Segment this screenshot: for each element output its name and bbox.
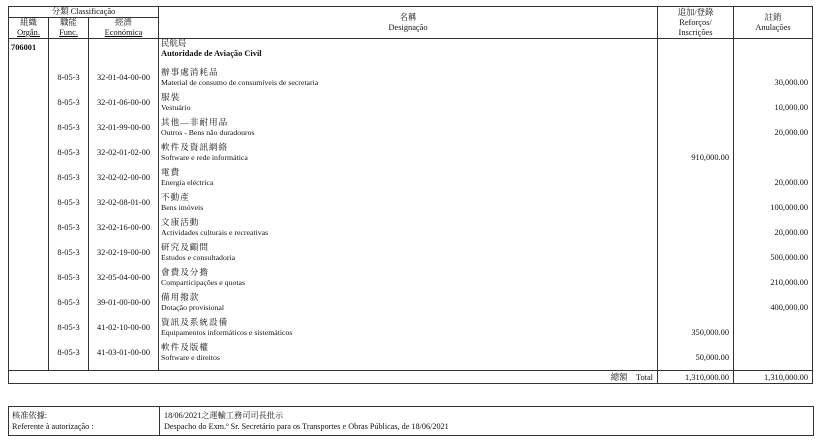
func-header — [49, 18, 89, 39]
total-reforcos: 1,310,000.00 — [658, 371, 734, 384]
reforcos-header — [658, 7, 734, 39]
econ-code: 32-02-01-02-00 — [89, 140, 159, 165]
anulacao-value: 210,000.00 — [770, 278, 809, 287]
designation-pt: Software e rede informática — [161, 153, 248, 162]
econ-code: 32-05-04-00-00 — [89, 265, 159, 290]
designation-pt: Comparticipações e quotas — [161, 278, 246, 287]
designation-zh: 不動產 — [161, 192, 190, 202]
anulacao-cell — [734, 265, 813, 290]
table-row — [9, 115, 813, 140]
func-code: 8-05-3 — [49, 165, 89, 190]
designation-pt: Energia eléctrica — [161, 178, 214, 187]
reforco-value — [660, 173, 729, 183]
organ-cell — [9, 140, 49, 165]
table-row — [9, 340, 813, 365]
anulacao-cell — [734, 115, 813, 140]
organ-header-zh: 組織 — [20, 18, 37, 27]
econ-code: 41-03-01-00-00 — [89, 340, 159, 365]
table-row — [9, 140, 813, 165]
designation-cell — [159, 290, 658, 315]
func-code: 8-05-3 — [49, 215, 89, 240]
designation-zh: 備用撥款 — [161, 292, 200, 302]
reforco-cell — [658, 190, 734, 215]
anulacao-value — [736, 323, 808, 333]
organ-cell — [9, 115, 49, 140]
designation-zh: 軟件及資訊網絡 — [161, 142, 229, 152]
table-row — [9, 265, 813, 290]
table-row — [9, 315, 813, 340]
total-anulacoes: 1,310,000.00 — [734, 371, 813, 384]
reforco-value: 350,000.00 — [691, 328, 730, 337]
table-row — [9, 215, 813, 240]
anulacao-value — [736, 148, 808, 158]
footer-label-pt: Referente à autorização : — [12, 422, 94, 431]
anulacao-cell — [734, 290, 813, 315]
organ-name-zh: 民航局 — [161, 39, 187, 48]
designation-pt: Material de consumo de consumíveis de secretaria — [161, 78, 319, 87]
econ-code: 32-01-06-00-00 — [89, 90, 159, 115]
func-code: 8-05-3 — [49, 340, 89, 365]
total-label: 總額 Total — [9, 371, 658, 384]
designation-header — [159, 7, 658, 39]
organ-header-pt: Orgân. — [17, 28, 40, 37]
designation-pt: Actividades culturais e recreativas — [161, 228, 269, 237]
designation-pt: Equipamentos informáticos e sistemáticos — [161, 328, 293, 337]
anulacao-cell — [734, 215, 813, 240]
func-code: 8-05-3 — [49, 290, 89, 315]
anulacao-cell — [734, 190, 813, 215]
reforco-cell — [658, 315, 734, 340]
reforco-cell — [658, 290, 734, 315]
func-code: 8-05-3 — [49, 315, 89, 340]
table-row — [9, 90, 813, 115]
func-code: 8-05-3 — [49, 240, 89, 265]
designation-pt: Dotação provisional — [161, 303, 225, 312]
table-row — [9, 240, 813, 265]
designation-pt: Bens imóveis — [161, 203, 204, 212]
reforco-cell — [658, 265, 734, 290]
designation-cell — [159, 340, 658, 365]
classification-header: 分類 Classificação — [9, 7, 159, 18]
anulacao-value: 500,000.00 — [770, 253, 809, 262]
econ-code: 41-02-10-00-00 — [89, 315, 159, 340]
designation-zh: 文康活動 — [161, 217, 200, 227]
total-row — [9, 371, 813, 384]
anulacao-cell — [734, 140, 813, 165]
table-row — [9, 165, 813, 190]
reforco-cell — [658, 65, 734, 90]
designation-cell — [159, 265, 658, 290]
designation-zh: 服裝 — [161, 92, 181, 102]
anulacao-cell — [734, 165, 813, 190]
footer-text-zh: 18/06/2021之運輸工務司司長批示 — [164, 411, 284, 420]
footer-label-zh: 核准依據: — [12, 411, 48, 420]
reforco-value: 50,000.00 — [695, 353, 730, 362]
designation-zh: 電費 — [161, 167, 181, 177]
reforco-value — [660, 198, 729, 208]
organ-cell — [9, 90, 49, 115]
designation-zh: 會費及分擔 — [161, 267, 209, 277]
designation-zh: 研究及顧問 — [161, 242, 209, 252]
designation-cell — [159, 90, 658, 115]
designation-cell — [159, 140, 658, 165]
organ-row — [9, 39, 813, 66]
econ-code: 32-02-16-00-00 — [89, 215, 159, 240]
organ-cell — [9, 190, 49, 215]
func-header-zh: 職能 — [60, 18, 77, 27]
reforco-value — [660, 73, 729, 83]
reforcos-header-pt1: Reforços/ — [679, 17, 712, 27]
anulacoes-header-zh: 註銷 — [764, 12, 782, 22]
reforco-cell — [658, 115, 734, 140]
econ-header — [89, 18, 159, 39]
organ-cell — [9, 215, 49, 240]
organ-header — [9, 18, 49, 39]
organ-cell — [9, 165, 49, 190]
reforco-cell — [658, 90, 734, 115]
designation-pt: Software e direitos — [161, 353, 220, 362]
designation-header-zh: 名稱 — [399, 12, 417, 22]
organ-cell — [9, 290, 49, 315]
func-code: 8-05-3 — [49, 90, 89, 115]
anulacao-value: 20,000.00 — [774, 128, 809, 137]
anulacao-value: 10,000.00 — [774, 103, 809, 112]
designation-zh: 資訊及系統設備 — [161, 317, 229, 327]
designation-cell — [159, 65, 658, 90]
anulacao-cell — [734, 315, 813, 340]
econ-code: 32-02-02-00-00 — [89, 165, 159, 190]
reforco-value — [660, 98, 729, 108]
reforco-value — [660, 223, 729, 233]
func-code: 8-05-3 — [49, 190, 89, 215]
reforco-value — [660, 298, 729, 308]
econ-code: 32-02-19-00-00 — [89, 240, 159, 265]
designation-cell — [159, 215, 658, 240]
func-header-pt: Func. — [59, 28, 78, 37]
reforco-cell — [658, 165, 734, 190]
anulacao-value: 20,000.00 — [774, 178, 809, 187]
reforco-value: 910,000.00 — [691, 153, 730, 162]
organ-cell — [9, 315, 49, 340]
func-code: 8-05-3 — [49, 140, 89, 165]
anulacao-value — [736, 348, 808, 358]
anulacao-value: 100,000.00 — [770, 203, 809, 212]
designation-cell — [159, 115, 658, 140]
anulacoes-header — [734, 7, 813, 39]
designation-pt: Vestuário — [161, 103, 191, 112]
designation-cell — [159, 315, 658, 340]
anulacao-cell — [734, 65, 813, 90]
anulacao-value: 400,000.00 — [770, 303, 809, 312]
econ-header-pt: Económica — [104, 28, 143, 37]
organ-cell — [9, 65, 49, 90]
budget-document — [8, 6, 812, 434]
econ-code: 32-01-99-00-00 — [89, 115, 159, 140]
designation-pt: Estudos e consultadoria — [161, 253, 236, 262]
designation-zh: 其他—非耐用品 — [161, 117, 229, 127]
anulacao-value: 30,000.00 — [774, 78, 809, 87]
func-code: 8-05-3 — [49, 65, 89, 90]
designation-header-pt: Designação — [388, 22, 428, 32]
footer-text-pt: Despacho do Exm.º Sr. Secretário para os Transportes e Obras Públicas, de 18/06/2021 — [164, 422, 449, 431]
reforco-value — [660, 248, 729, 258]
func-code: 8-05-3 — [49, 265, 89, 290]
econ-code: 32-02-08-01-00 — [89, 190, 159, 215]
table-row — [9, 290, 813, 315]
designation-cell — [159, 190, 658, 215]
reforco-cell — [658, 215, 734, 240]
reforco-value — [660, 123, 729, 133]
organ-cell — [9, 265, 49, 290]
organ-name-pt: Autoridade de Aviação Civil — [161, 49, 262, 58]
reforco-cell — [658, 240, 734, 265]
designation-cell — [159, 165, 658, 190]
anulacao-cell — [734, 340, 813, 365]
reforco-cell — [658, 340, 734, 365]
table-row — [9, 190, 813, 215]
anulacao-value: 20,000.00 — [774, 228, 809, 237]
organ-code: 706001 — [9, 39, 49, 66]
econ-header-zh: 經濟 — [115, 18, 132, 27]
reforcos-header-zh: 追加/登錄 — [677, 7, 714, 17]
designation-pt: Outros - Bens não duradouros — [161, 128, 255, 137]
authorization-footer — [8, 406, 814, 436]
organ-cell — [9, 340, 49, 365]
designation-zh: 軟件及版權 — [161, 342, 209, 352]
table-row — [9, 65, 813, 90]
reforco-value — [660, 273, 729, 283]
organ-cell — [9, 240, 49, 265]
designation-zh: 辦事處消耗品 — [161, 67, 219, 77]
econ-code: 32-01-04-00-00 — [89, 65, 159, 90]
anulacao-cell — [734, 240, 813, 265]
designation-cell — [159, 240, 658, 265]
budget-table — [8, 6, 813, 384]
anulacao-cell — [734, 90, 813, 115]
func-code: 8-05-3 — [49, 115, 89, 140]
econ-code: 39-01-00-00-00 — [89, 290, 159, 315]
anulacoes-header-pt: Anulações — [755, 22, 791, 32]
reforcos-header-pt2: Inscrições — [678, 27, 713, 37]
reforco-cell — [658, 140, 734, 165]
